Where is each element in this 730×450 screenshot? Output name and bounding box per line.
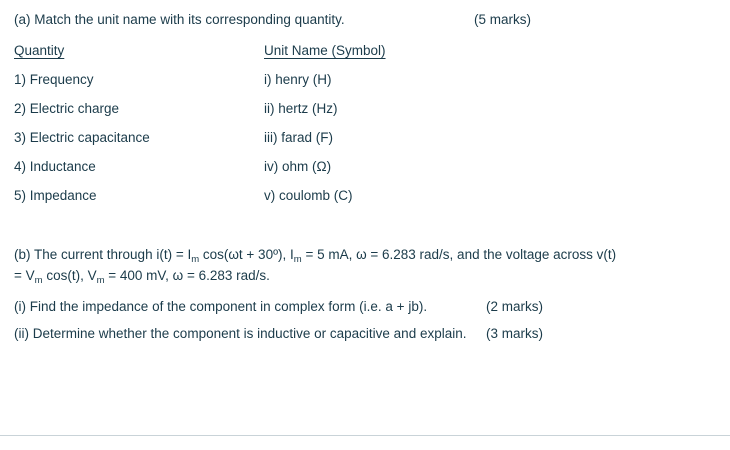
header-unit-name: Unit Name (Symbol) — [264, 43, 386, 58]
part-b-sub-vm-1: m — [34, 274, 43, 286]
part-a-marks: (5 marks) — [474, 12, 531, 27]
part-b-line1-mid2: = 5 mA, ω = 6.283 rad/s, and the voltage across v(t) — [301, 247, 617, 262]
unit-item: iv) ohm (Ω) — [264, 159, 332, 174]
header-quantity: Quantity — [14, 43, 65, 58]
unit-item: ii) hertz (Hz) — [264, 101, 338, 116]
part-b-sub-im-2: m — [293, 254, 302, 265]
match-row — [14, 130, 716, 145]
part-b-line2-mid1: cos(t), V — [42, 267, 97, 283]
part-a-prompt: (a) Match the unit name with its corresponding quantity. — [14, 12, 345, 27]
part-b-sub-im-1: m — [191, 254, 200, 265]
part-b-line2-pre: = V — [14, 267, 35, 283]
match-row — [14, 159, 716, 174]
page-divider — [0, 435, 730, 436]
quantity-item: 3) Electric capacitance — [14, 130, 150, 145]
unit-item: iii) farad (F) — [264, 130, 334, 145]
part-b-sub-question-row — [14, 299, 716, 314]
part-b-sub-question-marks: (2 marks) — [486, 298, 543, 314]
part-b-line2-mid2: = 400 mV, ω = 6.283 rad/s. — [104, 267, 270, 283]
part-b-sub-question-text: (ii) Determine whether the component is inductive or capacitive and explain. — [14, 325, 467, 341]
part-b-line1-mid1: cos(ωt + 30º), I — [199, 247, 294, 262]
part-b-statement — [14, 245, 716, 287]
quantity-item: 5) Impedance — [14, 188, 97, 203]
quantity-item: 1) Frequency — [14, 72, 94, 87]
part-a-prompt-row — [14, 12, 716, 27]
table-headers — [14, 43, 716, 58]
unit-item: v) coulomb (C) — [264, 188, 353, 203]
part-b-sub-question-text: (i) Find the impedance of the component in complex form (i.e. a + jb). — [14, 298, 428, 314]
match-row — [14, 72, 716, 87]
part-b-sub-question-marks: (3 marks) — [486, 325, 543, 341]
match-row — [14, 188, 716, 203]
unit-item: i) henry (H) — [264, 72, 332, 87]
quantity-item: 2) Electric charge — [14, 101, 120, 116]
match-row — [14, 101, 716, 116]
quantity-item: 4) Inductance — [14, 159, 96, 174]
part-b-sub-question-row — [14, 326, 716, 341]
part-b-sub-vm-2: m — [96, 274, 105, 286]
part-b-line1-pre: (b) The current through i(t) = I — [14, 247, 192, 262]
